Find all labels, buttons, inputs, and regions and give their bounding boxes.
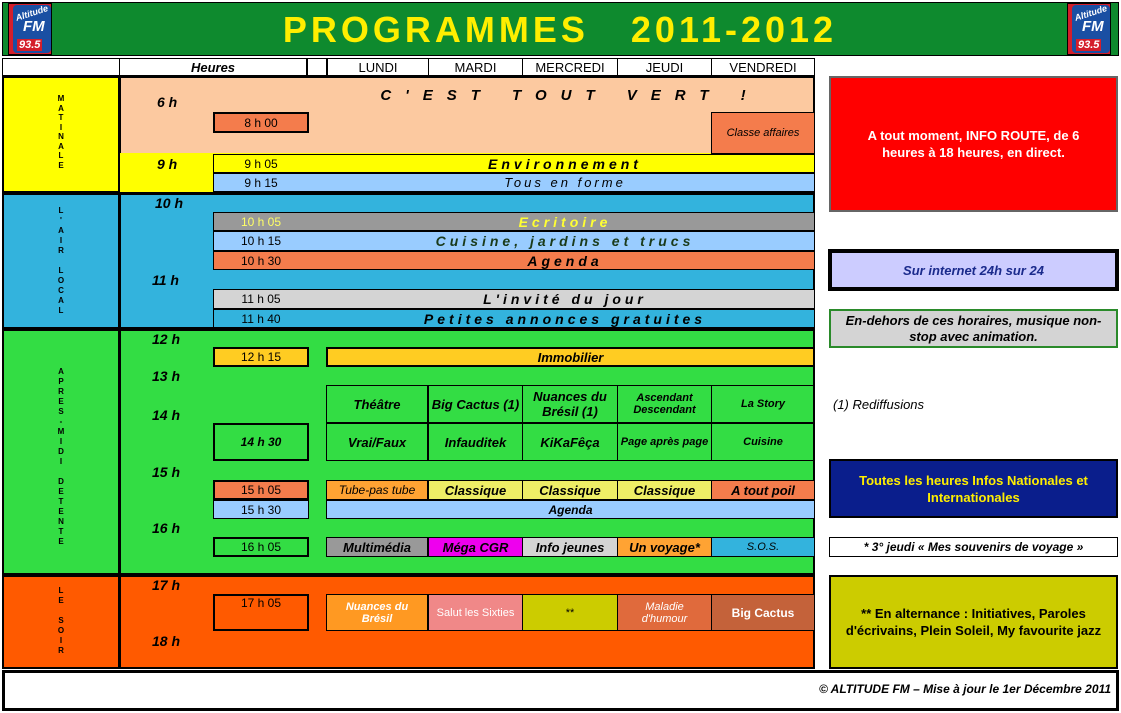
show-cuisine-jardins: Cuisine, jardins et trucs xyxy=(435,233,695,249)
show-maladie-dhumour: Maladie d'humour xyxy=(617,594,712,631)
infos-nationales-panel: Toutes les heures Infos Nationales et Internationales xyxy=(829,459,1118,518)
altitude-fm-logo-left xyxy=(8,3,52,55)
logo-right-name: Altitude xyxy=(1073,3,1109,23)
section-label-apres-midi: A P R E S - M I D I D E T E N T E xyxy=(57,367,65,546)
show-la-story: La Story xyxy=(711,385,815,423)
show-immobilier: Immobilier xyxy=(326,347,815,367)
show-cuisine-afternoon: Cuisine xyxy=(711,423,815,461)
hour-11h: 11 h xyxy=(152,272,179,288)
time-10h15: 10 h 15 xyxy=(240,234,282,248)
souvenirs-note: * 3° jeudi « Mes souvenirs de voyage » xyxy=(829,537,1118,557)
hour-15h: 15 h xyxy=(152,464,181,480)
altitude-fm-logo-right xyxy=(1067,3,1111,55)
show-salut-les-sixties: Salut les Sixties xyxy=(428,594,523,631)
hours-column-header: Heures xyxy=(119,58,307,76)
logo-right-fm: FM xyxy=(1082,18,1104,35)
horaires-panel: En-dehors de ces horaires, musique non-stop avec animation. xyxy=(829,309,1118,348)
rediffusions-note: (1) Rediffusions xyxy=(833,397,925,412)
section-label-matinale: M A T I N A L E xyxy=(57,94,65,170)
show-big-cactus-1: Big Cactus (1) xyxy=(428,385,523,423)
show-cest-tout-vert: C'EST TOUT VERT ! xyxy=(380,86,760,104)
day-header-vendredi: VENDREDI xyxy=(711,58,815,76)
show-classique-mercredi: Classique xyxy=(522,480,618,500)
time-15h05: 15 h 05 xyxy=(213,480,309,500)
time-15h30: 15 h 30 xyxy=(213,500,309,519)
time-16h05: 16 h 05 xyxy=(213,537,309,557)
time-11h05: 11 h 05 xyxy=(241,292,281,306)
show-petites-annonces: Petites annonces gratuites xyxy=(423,310,707,327)
time-9h05: 9 h 05 xyxy=(244,156,278,171)
time-10h30: 10 h 30 xyxy=(240,253,282,268)
alternance-panel: ** En alternance : Initiatives, Paroles d'écrivains, Plein Soleil, My favourite jazz xyxy=(829,575,1118,669)
show-environnement: Environnement xyxy=(488,155,642,172)
day-header-lundi: LUNDI xyxy=(327,58,429,76)
hour-9h: 9 h xyxy=(157,156,178,172)
show-nuances-du-bresil-1: Nuances du Brésil (1) xyxy=(522,385,618,423)
show-classique-mardi: Classique xyxy=(428,480,523,500)
show-agenda-afternoon: Agenda xyxy=(326,500,815,519)
hour-13h: 13 h xyxy=(152,368,181,384)
show-ecritoire: Ecritoire xyxy=(518,213,612,230)
page-title: PROGRAMMES 2011-2012 xyxy=(282,9,838,50)
show-a-tout-poil: A tout poil xyxy=(711,480,815,500)
show-vrai-faux: Vrai/Faux xyxy=(326,423,428,461)
hour-18h: 18 h xyxy=(152,633,181,649)
time-11h40: 11 h 40 xyxy=(241,311,281,326)
section-label-air-local: L ' A I R L O C A L xyxy=(57,206,65,315)
show-classe-affaires: Classe affaires xyxy=(711,112,815,154)
time-12h15: 12 h 15 xyxy=(213,347,309,367)
show-invite-du-jour: L'invité du jour xyxy=(483,291,647,307)
show-multimedia: Multimédia xyxy=(326,537,428,557)
show-big-cactus-soir: Big Cactus xyxy=(711,594,815,631)
show-sos: S.O.S. xyxy=(711,537,815,557)
show-page-apres-page: Page après page xyxy=(617,423,712,461)
logo-right-freq: 93.5 xyxy=(1078,39,1100,51)
info-route-panel: A tout moment, INFO ROUTE, de 6 heures à 18 heures, en direct. xyxy=(829,76,1118,212)
show-ascendant-descendant: Ascendant Descendant xyxy=(617,385,712,423)
footer-credit: © ALTITUDE FM – Mise à jour le 1er Décembre 2011 xyxy=(818,682,1111,696)
show-theatre: Théâtre xyxy=(326,385,428,423)
hour-6h: 6 h xyxy=(157,94,178,110)
logo-left-name: Altitude xyxy=(14,3,50,23)
time-14h30: 14 h 30 xyxy=(213,423,309,461)
section-label-le-soir: L E S O I R xyxy=(57,586,65,655)
show-tube-pas-tube: Tube-pas tube xyxy=(326,480,428,500)
time-17h05: 17 h 05 xyxy=(240,596,282,610)
hour-14h: 14 h xyxy=(152,407,181,423)
column-spacer xyxy=(307,58,327,76)
show-un-voyage: Un voyage* xyxy=(617,537,712,557)
hour-17h: 17 h xyxy=(152,577,181,593)
show-info-jeunes: Info jeunes xyxy=(522,537,618,557)
time-9h15: 9 h 15 xyxy=(244,175,278,190)
internet-panel: Sur internet 24h sur 24 xyxy=(828,249,1119,291)
day-header-jeudi: JEUDI xyxy=(617,58,712,76)
show-classique-jeudi: Classique xyxy=(617,480,712,500)
logo-left-fm: FM xyxy=(23,18,45,35)
hour-12h: 12 h xyxy=(152,331,181,347)
hour-10h: 10 h xyxy=(155,195,184,211)
logo-left-freq: 93.5 xyxy=(19,39,41,51)
show-infauditek: Infauditek xyxy=(428,423,523,461)
day-header-mardi: MARDI xyxy=(428,58,523,76)
time-8h00: 8 h 00 xyxy=(213,112,309,133)
day-header-mercredi: MERCREDI xyxy=(522,58,618,76)
show-agenda-morning: Agenda xyxy=(527,252,603,269)
hour-16h: 16 h xyxy=(152,520,181,536)
show-kikafeca: KiKaFêça xyxy=(522,423,618,461)
show-tous-en-forme: Tous en forme xyxy=(504,175,626,190)
show-mega-cgr: Méga CGR xyxy=(428,537,523,557)
time-10h05: 10 h 05 xyxy=(240,214,282,229)
show-alternance-marker: ** xyxy=(522,594,618,631)
show-nuances-du-bresil-soir: Nuances du Brésil xyxy=(326,594,428,631)
